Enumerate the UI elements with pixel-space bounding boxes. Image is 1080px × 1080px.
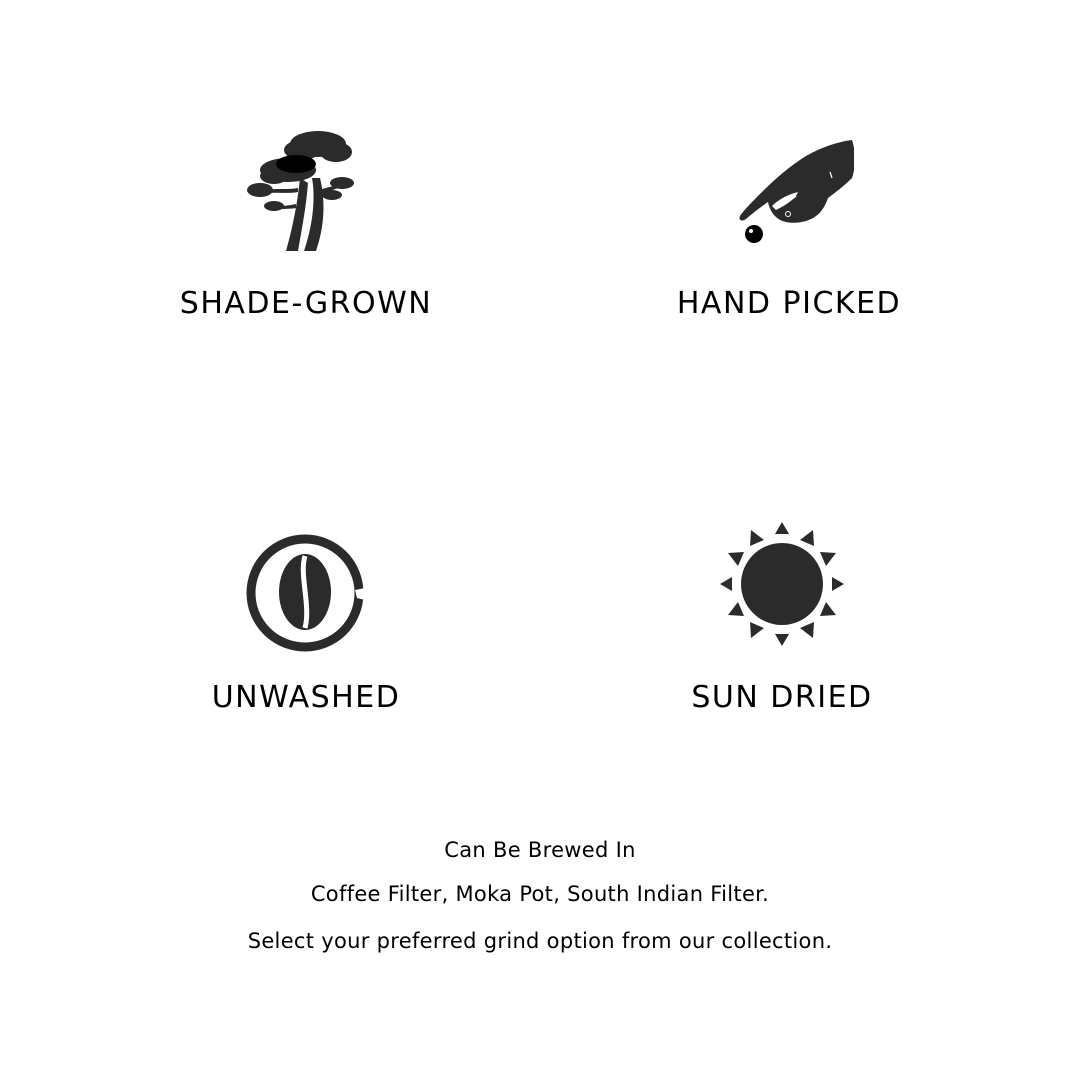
grind-selection-note: Select your preferred grind option from our collection. <box>247 929 833 953</box>
coffee-bean-icon <box>243 530 369 656</box>
feature-label-hand-picked: HAND PICKED <box>676 286 902 321</box>
feature-label-sun-dried: SUN DRIED <box>691 680 873 715</box>
feature-sun-dried <box>602 520 962 720</box>
feature-hand-picked <box>609 120 969 340</box>
brewing-heading: Can Be Brewed In <box>444 838 636 862</box>
feature-label-unwashed: UNWASHED <box>211 680 401 715</box>
tree-icon <box>246 128 366 253</box>
hand-icon <box>724 136 854 246</box>
brewing-methods: Coffee Filter, Moka Pot, South Indian Filter. <box>310 882 770 906</box>
feature-shade-grown <box>126 120 486 340</box>
feature-unwashed <box>126 525 486 725</box>
sun-icon <box>720 522 844 646</box>
feature-label-shade-grown: SHADE-GROWN <box>179 286 433 321</box>
